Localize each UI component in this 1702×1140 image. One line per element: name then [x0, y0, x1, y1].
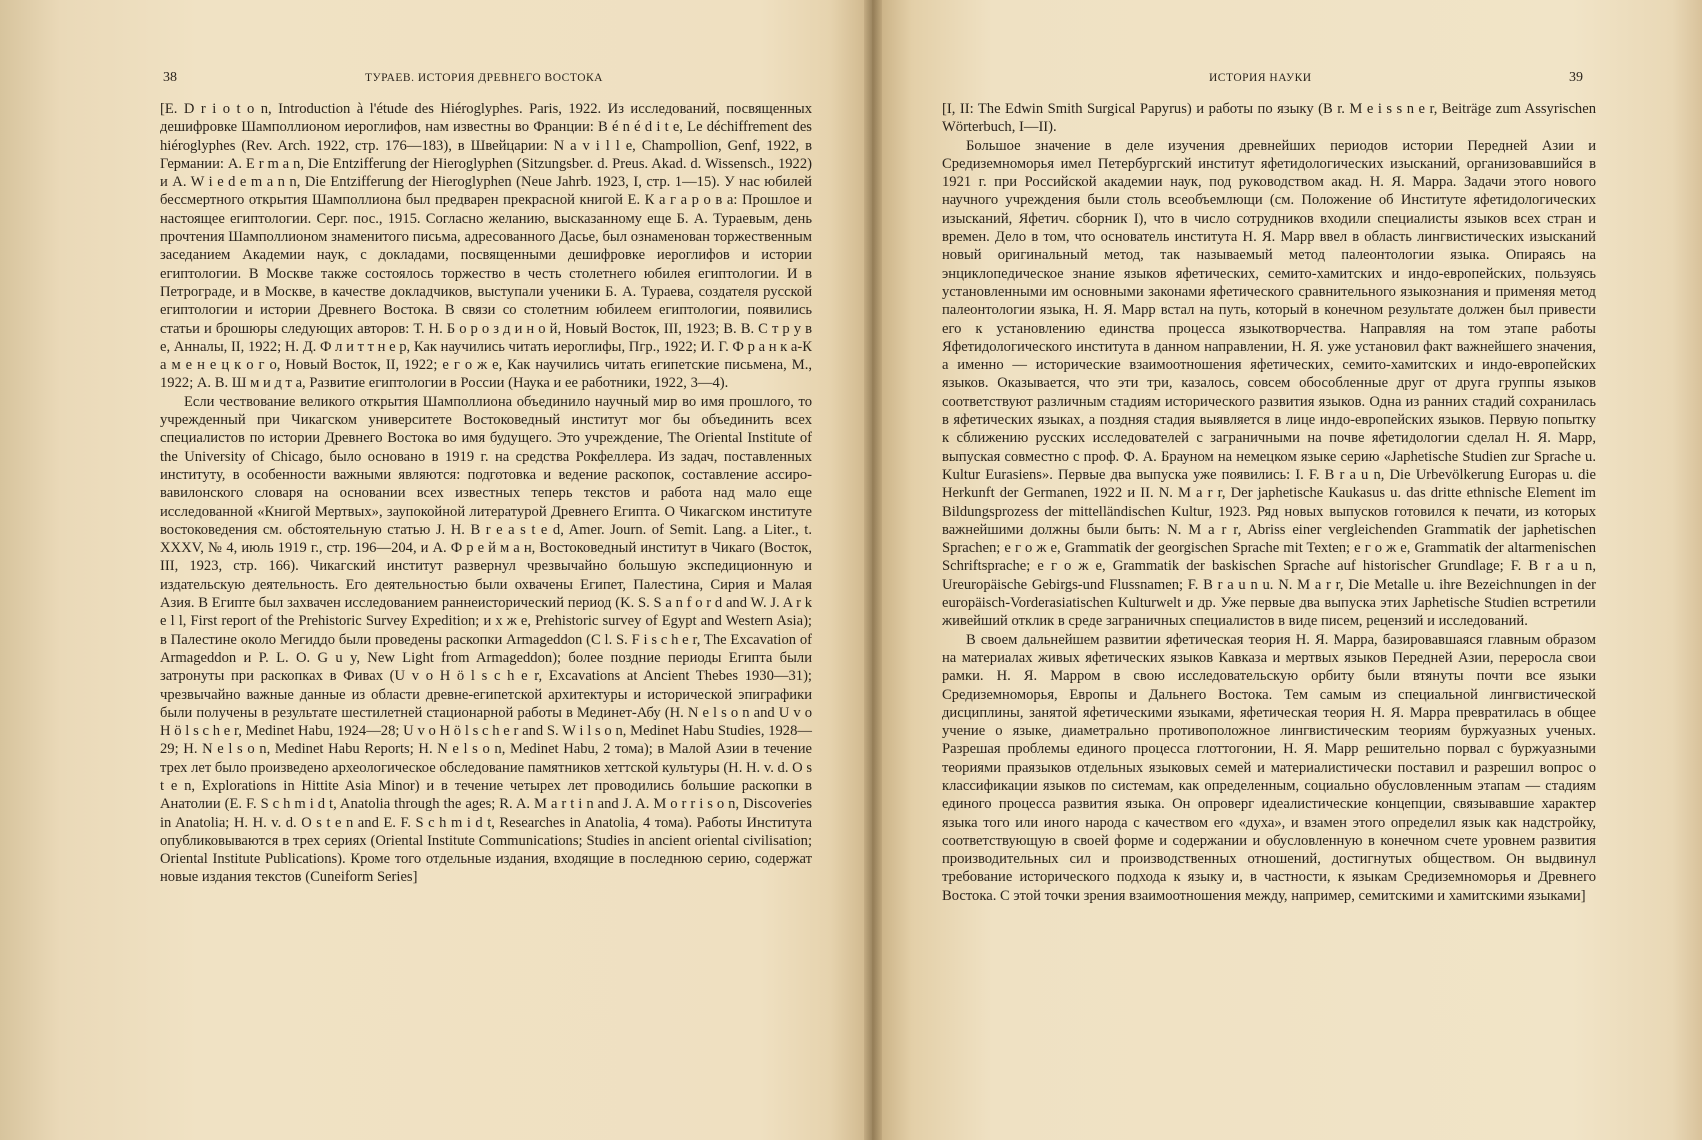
- paragraph: Если чествование великого открытия Шамполлиона объединило научный мир во имя прошлого, то учрежденный при Чикагском университете Востоковедный институт мог бы объединить всех специалистов по истории Древнего Востока во имя будущего. Это учреждение, The Oriental Institute of the University of Chicago, было основано в 1919 г. на средства Рокфеллера. Из задач, поставленных институту, в особенности важными являются: подготовка и ведение раскопок, составление ассиро-вавилонского словаря на основании всех известных теперь текстов и работа над мало еще исследованной «Книгой Мертвых», заупокойной литературой Древнего Египта. О Чикагском институте востоковедения см. обстоятельную статью J. H. B r e a s t e d, Amer. Journ. of Semit. Lang. a Liter., t. XXXV, № 4, июль 1919 г., стр. 196—204, и А. Ф р е й м а н, Востоковедный институт в Чикаго (Восток, III, 1923, стр. 166). Чикагский институт развернул чрезвычайно большую экспедиционную и издательскую деятельность. Его деятельностью были охвачены Египет, Палестина, Сирия и Малая Азия. В Египте был захвачен исследованием раннеисторический период (K. S. S a n f o r d and W. J. A r k e l l, First report of the Prehistoric Survey Expedition; и х ж е, Prehistoric survey of Egypt and Western Asia); в Палестине около Мегиддо были проведены раскопки Armageddon (C l. S. F i s c h e r, The Excavation of Armageddon и P. L. O. G u y, New Light from Armageddon); более поздние периоды Египта были затронуты при раскопках в Фивах (U v o H ö l s c h e r, Excavations at Ancient Thebes 1930—31); чрезвычайно важные данные из области древне-египетской архитектуры и исторической эпиграфики были получены в результате шестилетней стационарной работы в Мединет-Абу (H. N e l s o n and U v o H ö l s c h e r, Medinet Habu, 1924—28; U v o H ö l s c h e r and S. W i l s o n, Medinet Habu Studies, 1928—29; H. N e l s o n, Medinet Habu Reports; H. N e l s o n, Medinet Habu, 2 тома); в Малой Азии в течение трех лет было произведено археологическое обследование памятников хеттской культуры (H. H. v. d. O s t e n, Explorations in Hittite Asia Minor) и в течение четырех лет проводились большие раскопки в Анатолии (E. F. S c h m i d t, Anatolia through the ages; R. A. M a r t i n and J. A. M o r r i s o n, Discoveries in Anatolia; H. H. v. d. O s t e n and E. F. S c h m i d t, Researches in Anatolia, 4 тома). Работы Института опубликовываются в трех сериях (Oriental Institute Communications; Studies in ancient oriental civilisation; Oriental Institute Publications). Кроме того отдельные издания, входящие в последнюю серию, содержат новые издания текстов (Cuneiform Series]: [160, 393, 812, 886]
- paragraph: [I, II: The Edwin Smith Surgical Papyrus) и работы по языку (B r. M e i s s n e r, Beiträge zum Assyrischen Wörterbuch, I—II).: [942, 101, 1596, 136]
- running-head: ТУРАЕВ. ИСТОРИЯ ДРЕВНЕГО ВОСТОКА: [365, 72, 603, 84]
- page-number: 39: [1569, 70, 1583, 85]
- paragraph: В своем дальнейшем развитии яфетическая теория Н. Я. Марра, базировавшаяся главным образом на материалах живых яфетических языков Кавказа и мертвых языков Передней Азии, переросла свои рамки. Н. Я. Марром в свою исследовательскую орбиту были втянуты почти все языки Средиземноморья, Европы и Дальнего Востока. Тем самым из специальной лингвистической дисциплины, занятой яфетическими языками, яфетическая теория Н. Я. Марра превратилась в общее учение о языке, диаметрально противоположное лингвистическим теориям буржуазных ученых. Разрешая проблемы единого процесса глоттогонии, Н. Я. Марр решительно порвал с буржуазными теориями праязыков отдельных языковых семей и материалистически поставил и разрешил вопрос о классификации языков по системам, как определенным, социально обусловленным этапам — стадиям единого процесса развития языка. Он опроверг идеалистические концепции, связывавшие характер языка того или иного народа с качеством его «духа», и взамен этого определил язык как надстройку, соответствующую в своей форме и содержании и обусловленную в конечном счете уровнем развития производительных сил и производственных отношений, достигнутых обществом. Он выдвинул требование исторического подхода к языку и, в частности, к языкам Средиземноморья и Древнего Востока. С этой точки зрения взаимоотношения между, например, семитскими и хамитскими языками]: [942, 631, 1596, 904]
- paragraph: Большое значение в деле изучения древнейших периодов истории Передней Азии и Средиземноморья имел Петербургский институт яфетидологических изысканий, организовавшийся в 1921 г. при Российской академии наук, под руководством акад. Н. Я. Марра. Задачи этого нового научного учреждения были столь всеобъемлющи (см. Положение об Институте яфетидологических изысканий, Яфетич. сборник I), что в число сотрудников входили специалисты языков всех стран и времен. Дело в том, что основатель института Н. Я. Марр ввел в область лингвистических изысканий новый оригинальный метод, так называемый метод палеонтологии языка. Опираясь на энциклопедическое знание языков яфетических, семито-хамитских и индо-европейских, пользуясь установленными им основными законами яфетического сравнительного языкознания и применяя метод палеонтологии языка, Н. Я. Марр встал на путь, который в конечном результате должен был привести его к установлению единства процесса языкотворчества. Направляя на том этапе работы Яфетидологического института в данном направлении, Н. Я. уже установил факт важнейшего значения, а именно — исторические взаимоотношения яфетических, семито-хамитских и индо-европейских языков. Оказывается, что эти три, казалось, совсем обособленные друг от друга группы языков соответствуют различным стадиям исторического развития языков. Одна из ранних стадий сохранилась в яфетических языках, а поздняя стадия выявляется в лице индо-европейских языков. Первую попытку к сближению русских исследователей с заграничными на почве яфетидологии сделал Н. Я. Марр, выпуская совместно с проф. Ф. А. Брауном на немецком языке серию «Japhetische Studien zur Sprache u. Kultur Eurasiens». Первые два выпуска уже появились: I. F. B r a u n, Die Urbevölkerung Europas u. die Herkunft der Germanen, 1922 и II. N. M a r r, Der japhetische Kaukasus u. das dritte ethnische Element im Bildungsprozess der mittelländischen Kultur, 1923. Ряд новых выпусков готовился к печати, из которых важнейшими должны были быть: N. M a r r, Abriss einer vergleichenden Grammatik der japhetischen Sprachen; е г о ж е, Grammatik der georgischen Sprache mit Texten; е г о ж е, Grammatik der altarmenischen Schriftsprache; е г о ж е, Grammatik der baskischen Sprache auf historischer Grundlage; F. B r a u n, Ureuropäische Gebirgs-und Flussnamen; F. B r a u n u. N. M a r r, Die Metalle u. ihre Bezeichnungen in der europäisch-Vorderasiatischen Kulturwelt и др. Уже первые два выпуска этих Japhetische Studien встретили живейший отклик в среде заграничных специалистов в виде писем, рецензий и исследований.: [942, 137, 1596, 630]
- page-body: [160, 100, 812, 887]
- page-number: 38: [163, 70, 177, 85]
- right-page: [872, 0, 1702, 1140]
- running-head: ИСТОРИЯ НАУКИ: [1209, 72, 1312, 84]
- page-body: [942, 100, 1596, 905]
- paragraph: [E. D r i o t o n, Introduction à l'étude des Hiéroglyphes. Paris, 1922. Из исследований, посвященных дешифровке Шамполлионом иероглифов, нам известны во Франции: B é n é d i t e, Le déchiffrement des hiéroglyphes (Rev. Arch. 1922, стр. 176—183), в Швейцарии: N a v i l l e, Champollion, Genf, 1922, в Германии: A. E r m a n, Die Entzifferung der Hieroglyphen (Sitzungsber. d. Preus. Akad. d. Wissensch., 1922) и A. W i e d e m a n n, Die Entzifferung der Hieroglyphen (Neue Jahrb. 1923, I, стр. 1—15). У нас юбилей бессмертного открытия Шамполлиона был предварен прекрасной книгой Е. К а г а р о в а: Прошлое и настоящее египтологии. Серг. пос., 1915. Согласно желанию, высказанному еще Б. А. Тураевым, день прочтения Шамполлионом знаменитого письма, адресованного Дасье, был ознаменован торжественным заседанием Академии наук, с докладами, посвященными дешифровке иероглифов и истории египтологии. В Москве также состоялось торжество в честь столетнего юбилея египтологии. И в Петрограде, и в Москве, в качестве докладчиков, выступали ученики Б. А. Тураева, создателя русской египтологии и истории Древнего Востока. В связи со столетним юбилеем египтологии, появились статьи и брошюры следующих авторов: Т. Н. Б о р о з д и н о й, Новый Восток, III, 1923; В. В. С т р у в е, Анналы, II, 1922; Н. Д. Ф л и т т н е р, Как научились читать иероглифы, Пгр., 1922; И. Г. Ф р а н к а-К а м е н е ц к о г о, Новый Восток, II, 1922; е г о ж е, Как научились читать египетские письмена, М., 1922; А. В. Ш м и д т а, Развитие египтологии в России (Наука и ее работники, 1922, 3—4).: [160, 101, 812, 392]
- book-gutter: [864, 0, 882, 1140]
